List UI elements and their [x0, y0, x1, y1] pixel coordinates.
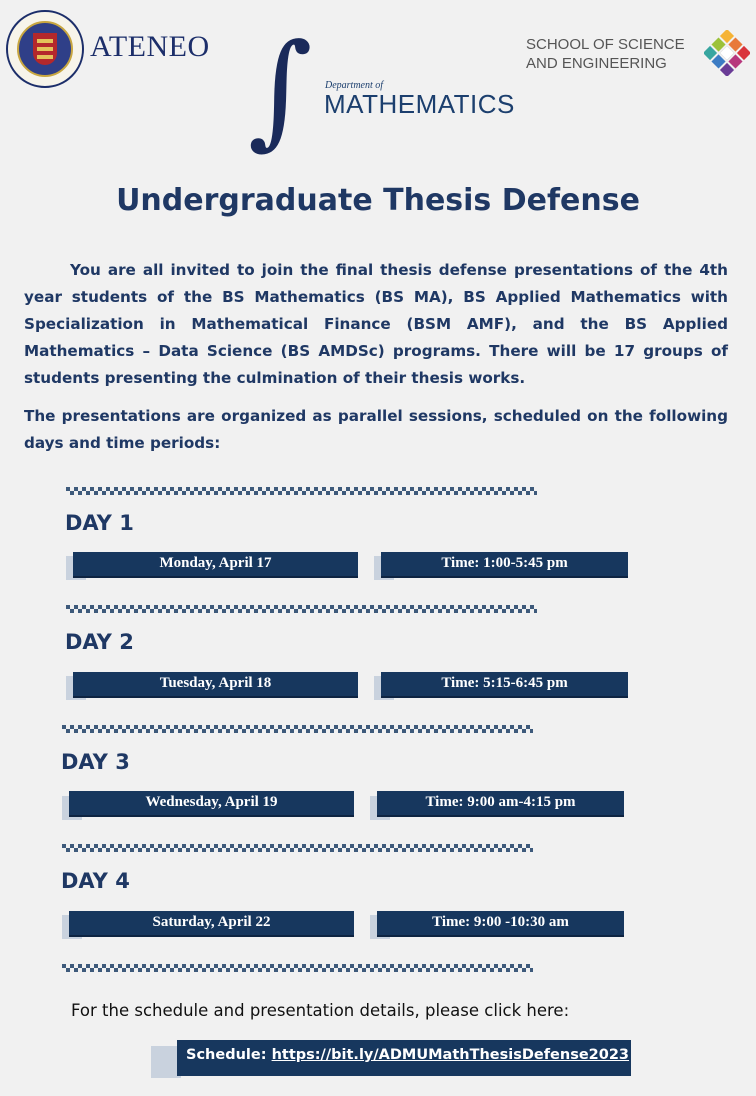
dotted-divider [66, 487, 537, 495]
sose-diamond-icon [704, 30, 750, 76]
schedule-link[interactable]: https://bit.ly/ADMUMathThesisDefense2023 [271, 1047, 630, 1063]
schedule-box [177, 1040, 631, 1076]
ateneo-seal-logo [6, 10, 84, 88]
day-3-date: Wednesday, April 19 [69, 791, 354, 817]
footer-instruction: For the schedule and presentation details, please click here: [71, 1001, 570, 1020]
day-4-time: Time: 9:00 -10:30 am [377, 911, 624, 937]
school-line-1: SCHOOL OF SCIENCE [526, 36, 685, 53]
dotted-divider [66, 605, 537, 613]
day-1-time: Time: 1:00-5:45 pm [381, 552, 628, 578]
day-1-label: DAY 1 [65, 511, 134, 535]
invitation-paragraph: You are all invited to join the final thesis defense presentations of the 4th year students of the BS Mathematics (BS MA), BS Applied Mathematics with Specialization in Mathematical Finance (BSM AMF), and the BS Applied Mathematics – Data Science (BS AMDSc) programs. There will be 17 groups of students presenting the culmination of their thesis works. [24, 261, 728, 387]
school-of-science-engineering-logo [526, 35, 685, 73]
day-4-label: DAY 4 [61, 869, 130, 893]
day-2-label: DAY 2 [65, 630, 134, 654]
dotted-divider [62, 844, 533, 852]
schedule-intro-paragraph: The presentations are organized as parallel sessions, scheduled on the following days and time periods: [24, 407, 728, 452]
ateneo-wordmark: ATENEO [90, 30, 210, 63]
day-4-date: Saturday, April 22 [69, 911, 354, 937]
dotted-divider [62, 725, 533, 733]
seal-emblem [17, 21, 73, 77]
dept-mathematics-label: MATHEMATICS [324, 89, 515, 119]
school-line-2: AND ENGINEERING [526, 55, 667, 72]
page-title: Undergraduate Thesis Defense [116, 183, 640, 218]
day-3-label: DAY 3 [61, 750, 130, 774]
integral-symbol-icon: ∫ [248, 18, 313, 162]
day-2-time: Time: 5:15-6:45 pm [381, 672, 628, 698]
seal-shield-icon [33, 33, 57, 65]
dotted-divider [62, 964, 533, 972]
schedule-label: Schedule: [186, 1047, 272, 1063]
dept-of-label: Department of [325, 80, 384, 91]
day-1-date: Monday, April 17 [73, 552, 358, 578]
day-2-date: Tuesday, April 18 [73, 672, 358, 698]
day-3-time: Time: 9:00 am-4:15 pm [377, 791, 624, 817]
